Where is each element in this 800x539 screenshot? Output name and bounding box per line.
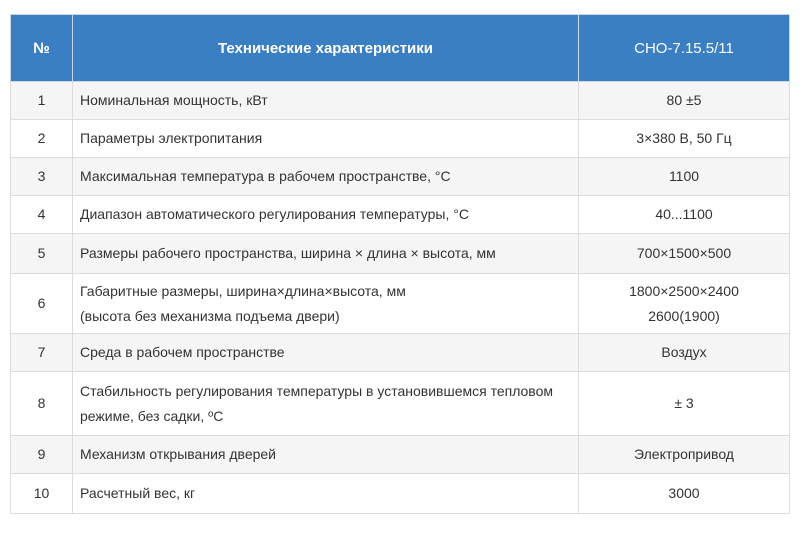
header-number: № — [11, 15, 73, 82]
row-parameter — [73, 196, 579, 234]
row-parameter — [73, 234, 579, 274]
row-value — [579, 196, 790, 234]
row-value — [579, 372, 790, 436]
parameter-text: Размеры рабочего пространства, ширина × длина × высота, мм — [80, 245, 496, 261]
value-text: Электропривод — [634, 446, 734, 462]
value-text: 1800×2500×2400 — [629, 282, 739, 299]
table-row — [11, 474, 790, 514]
parameter-text: Механизм открывания дверей — [80, 446, 276, 462]
table-row — [11, 274, 790, 334]
parameter-text: Стабильность регулирования температуры в установившемся тепловом — [80, 382, 553, 399]
row-number: 4 — [11, 196, 73, 234]
parameter-text: (высота без механизма подъема двери) — [80, 307, 340, 324]
row-parameter — [73, 372, 579, 436]
table-row — [11, 234, 790, 274]
specs-table-container — [10, 14, 789, 514]
row-value — [579, 158, 790, 196]
header-characteristics: Технические характеристики — [73, 15, 579, 82]
row-number: 8 — [11, 372, 73, 436]
row-parameter — [73, 436, 579, 474]
row-value — [579, 334, 790, 372]
row-value — [579, 274, 790, 334]
row-number: 5 — [11, 234, 73, 274]
value-text: 1100 — [668, 168, 700, 184]
table-row — [11, 372, 790, 436]
row-value — [579, 436, 790, 474]
row-parameter — [73, 334, 579, 372]
specs-table-header — [11, 15, 790, 82]
row-parameter — [73, 120, 579, 158]
table-row — [11, 82, 790, 120]
value-text: 40...1100 — [655, 206, 713, 222]
header-row — [11, 15, 790, 82]
value-text: 2600(1900) — [648, 307, 720, 324]
parameter-text: режиме, без садки, ºС — [80, 407, 224, 424]
row-parameter — [73, 274, 579, 334]
row-value — [579, 474, 790, 514]
row-parameter — [73, 82, 579, 120]
value-text: Воздух — [661, 344, 707, 360]
row-value — [579, 82, 790, 120]
row-value — [579, 120, 790, 158]
row-value — [579, 234, 790, 274]
row-number: 9 — [11, 436, 73, 474]
row-number: 10 — [11, 474, 73, 514]
table-row — [11, 196, 790, 234]
table-row — [11, 158, 790, 196]
table-row — [11, 120, 790, 158]
parameter-text: Габаритные размеры, ширина×длина×высота, мм — [80, 282, 406, 299]
specs-table-body — [11, 82, 790, 514]
parameter-text: Максимальная температура в рабочем пространстве, °С — [80, 168, 451, 184]
parameter-text: Параметры электропитания — [80, 130, 263, 146]
value-text: 3×380 В, 50 Гц — [636, 130, 732, 146]
row-number: 2 — [11, 120, 73, 158]
row-number: 3 — [11, 158, 73, 196]
value-text: 700×1500×500 — [636, 245, 732, 261]
specs-table — [10, 14, 790, 514]
value-text: ± 3 — [674, 395, 694, 411]
table-row — [11, 334, 790, 372]
parameter-text: Среда в рабочем пространстве — [80, 344, 285, 360]
row-number: 1 — [11, 82, 73, 120]
table-row — [11, 436, 790, 474]
row-number: 7 — [11, 334, 73, 372]
parameter-text: Расчетный вес, кг — [80, 485, 196, 501]
parameter-text: Номинальная мощность, кВт — [80, 92, 268, 108]
row-parameter — [73, 474, 579, 514]
value-text: 80 ±5 — [666, 92, 702, 108]
parameter-text: Диапазон автоматического регулирования температуры, °С — [80, 206, 469, 222]
row-number: 6 — [11, 274, 73, 334]
value-text: 3000 — [668, 485, 700, 501]
row-parameter — [73, 158, 579, 196]
header-model: СНО-7.15.5/11 — [579, 15, 790, 82]
